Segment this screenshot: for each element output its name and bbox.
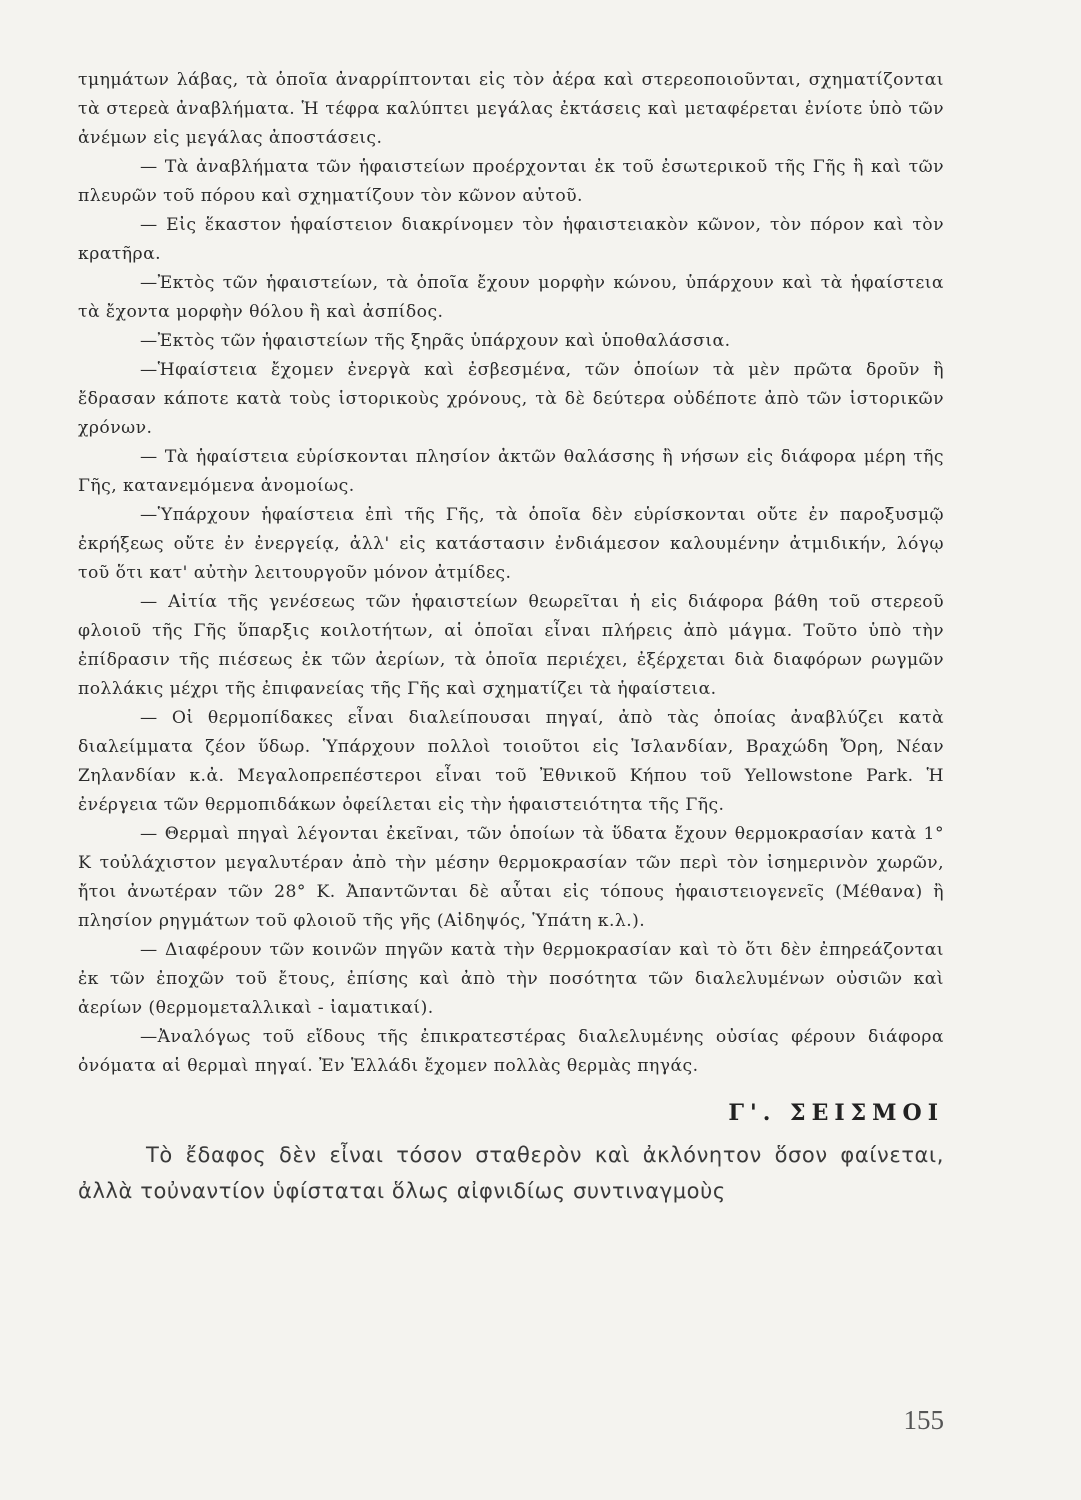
paragraph-volcano-locations: — Τὰ ἡφαίστεια εὑρίσκονται πλησίον ἀκτῶν θαλάσσης ἢ νήσων εἰς διάφορα μέρη τῆς Γῆς, κατανεμόμενα ἀνομοίως.: [78, 447, 944, 496]
paragraph-submarine-volcanoes: —Ἐκτὸς τῶν ἡφαιστείων τῆς ξηρᾶς ὑπάρχουν καὶ ὑποθαλάσσια.: [140, 331, 731, 351]
paragraph-geysers: — Οἱ θερμοπίδακες εἶναι διαλείπουσαι πηγαί, ἀπὸ τὰς ὁποίας ἀναβλύζει κατὰ διαλείμματα ζέον ὕδωρ. Ὑπάρχουν πολλοὶ τοιοῦτοι εἰς Ἰσλανδίαν, Βραχώδη Ὄρη, Νέαν Ζηλανδίαν κ.ἀ. Μεγαλοπρεπέστεροι εἶναι τοῦ Ἐθνικοῦ Κήπου τοῦ Yellowstone Park. Ἡ ἐνέργεια τῶν θερμοπιδάκων ὀφείλεται εἰς τὴν ἡφαιστειότητα τῆς Γῆς.: [78, 708, 944, 815]
paragraph-fumarolic-state: —Ὑπάρχουν ἡφαίστεια ἐπὶ τῆς Γῆς, τὰ ὁποῖα δὲν εὑρίσκονται οὔτε ἐν παροξυσμῷ ἐκρήξεως οὔτε ἐν ἐνεργείᾳ, ἀλλ' εἰς κατάστασιν ἐνδιάμεσον καλουμένην ἀτμιδικήν, λόγῳ τοῦ ὅτι κατ' αὐτὴν λειτουργοῦν μόνον ἀτμίδες.: [78, 505, 944, 583]
paragraph-ejecta-origin: — Τὰ ἀναβλήματα τῶν ἡφαιστείων προέρχονται ἐκ τοῦ ἐσωτερικοῦ τῆς Γῆς ἢ καὶ τῶν πλευρῶν τοῦ πόρου καὶ σχηματίζουν τὸν κῶνον αὐτοῦ.: [78, 157, 944, 206]
paragraph-volcano-parts: — Εἰς ἕκαστον ἡφαίστειον διακρίνομεν τὸν ἡφαιστειακὸν κῶνον, τὸν πόρον καὶ τὸν κρατῆρα.: [78, 215, 944, 264]
section-heading: Γ'. ΣΕΙΣΜΟΙ: [728, 1100, 944, 1126]
page-content: [78, 66, 944, 1230]
paragraph-dome-volcanoes: —Ἐκτὸς τῶν ἡφαιστείων, τὰ ὁποῖα ἔχουν μορφὴν κώνου, ὑπάρχουν καὶ τὰ ἡφαίστεια τὰ ἔχοντα μορφὴν θόλου ἢ καὶ ἀσπίδος.: [78, 273, 944, 322]
paragraph-spring-names: —Ἀναλόγως τοῦ εἴδους τῆς ἐπικρατεστέρας διαλελυμένης οὐσίας φέρουν διάφορα ὀνόματα αἱ θερμαὶ πηγαί. Ἐν Ἑλλάδι ἔχομεν πολλὰς θερμὰς πηγάς.: [78, 1027, 944, 1076]
body-text: [78, 66, 944, 1081]
paragraph-volcano-cause: — Αἰτία τῆς γενέσεως τῶν ἡφαιστείων θεωρεῖται ἡ εἰς διάφορα βάθη τοῦ στερεοῦ φλοιοῦ τῆς Γῆς ὕπαρξις κοιλοτήτων, αἱ ὁποῖαι εἶναι πλήρεις ἀπὸ μάγμα. Τοῦτο ὑπὸ τὴν ἐπίδρασιν τῆς πιέσεως ἐκ τῶν ἀερίων, τὰ ὁποῖα περιέχει, ἐξέρχεται διὰ διαφόρων ρωγμῶν πολλάκις μέχρι τῆς ἐπιφανείας τῆς Γῆς καὶ σχηματίζει τὰ ἡφαίστεια.: [78, 592, 944, 699]
page-number: 155: [903, 1405, 944, 1435]
paragraph-hot-springs: — Θερμαὶ πηγαὶ λέγονται ἐκεῖναι, τῶν ὁποίων τὰ ὕδατα ἔχουν θερμοκρασίαν κατὰ 1° Κ τοὐλάχιστον μεγαλυτέραν ἀπὸ τὴν μέσην θερμοκρασίαν τῶν περὶ τὸν ἰσημερινὸν χωρῶν, ἤτοι ἀνωτέραν τῶν 28° Κ. Ἀπαντῶνται δὲ αὗται εἰς τόπους ἡφαιστειογενεῖς (Μέθανα) ἢ πλησίον ρηγμάτων τοῦ φλοιοῦ τῆς γῆς (Αἰδηψός, Ὑπάτη κ.λ.).: [78, 824, 944, 931]
paragraph-spring-differences: — Διαφέρουν τῶν κοινῶν πηγῶν κατὰ τὴν θερμοκρασίαν καὶ τὸ ὅτι δὲν ἐπηρεάζονται ἐκ τῶν ἐποχῶν τοῦ ἔτους, ἐπίσης καὶ ἀπὸ τὴν ποσότητα τῶν διαλελυμένων οὐσιῶν καὶ ἀερίων (θερμομεταλλικαὶ - ἰαματικαί).: [78, 940, 944, 1018]
paragraph-active-extinct: —Ἡφαίστεια ἔχομεν ἐνεργὰ καὶ ἐσβεσμένα, τῶν ὁποίων τὰ μὲν πρῶτα δροῦν ἢ ἔδρασαν κάποτε κατὰ τοὺς ἱστορικοὺς χρόνους, τὰ δὲ δεύτερα οὐδέποτε ἀπὸ τῶν ἱστορικῶν χρόνων.: [78, 360, 944, 438]
paragraph-lava-fragments: τμημάτων λάβας, τὰ ὁποῖα ἀναρρίπτονται εἰς τὸν ἀέρα καὶ στερεοποιοῦνται, σχηματίζονται τὰ στερεὰ ἀναβλήματα. Ἡ τέφρα καλύπτει μεγάλας ἐκτάσεις καὶ μεταφέρεται ἐνίοτε ὑπὸ τῶν ἀνέμων εἰς μεγάλας ἀποστάσεις.: [78, 70, 944, 148]
paragraph-earthquakes-intro: Τὸ ἔδαφος δὲν εἶναι τόσον σταθερὸν καὶ ἀκλόνητον ὅσον φαίνεται, ἀλλὰ τοὐναντίον ὑφίσταται ὅλως αἰφνιδίως συντιναγμοὺς: [78, 1143, 944, 1203]
